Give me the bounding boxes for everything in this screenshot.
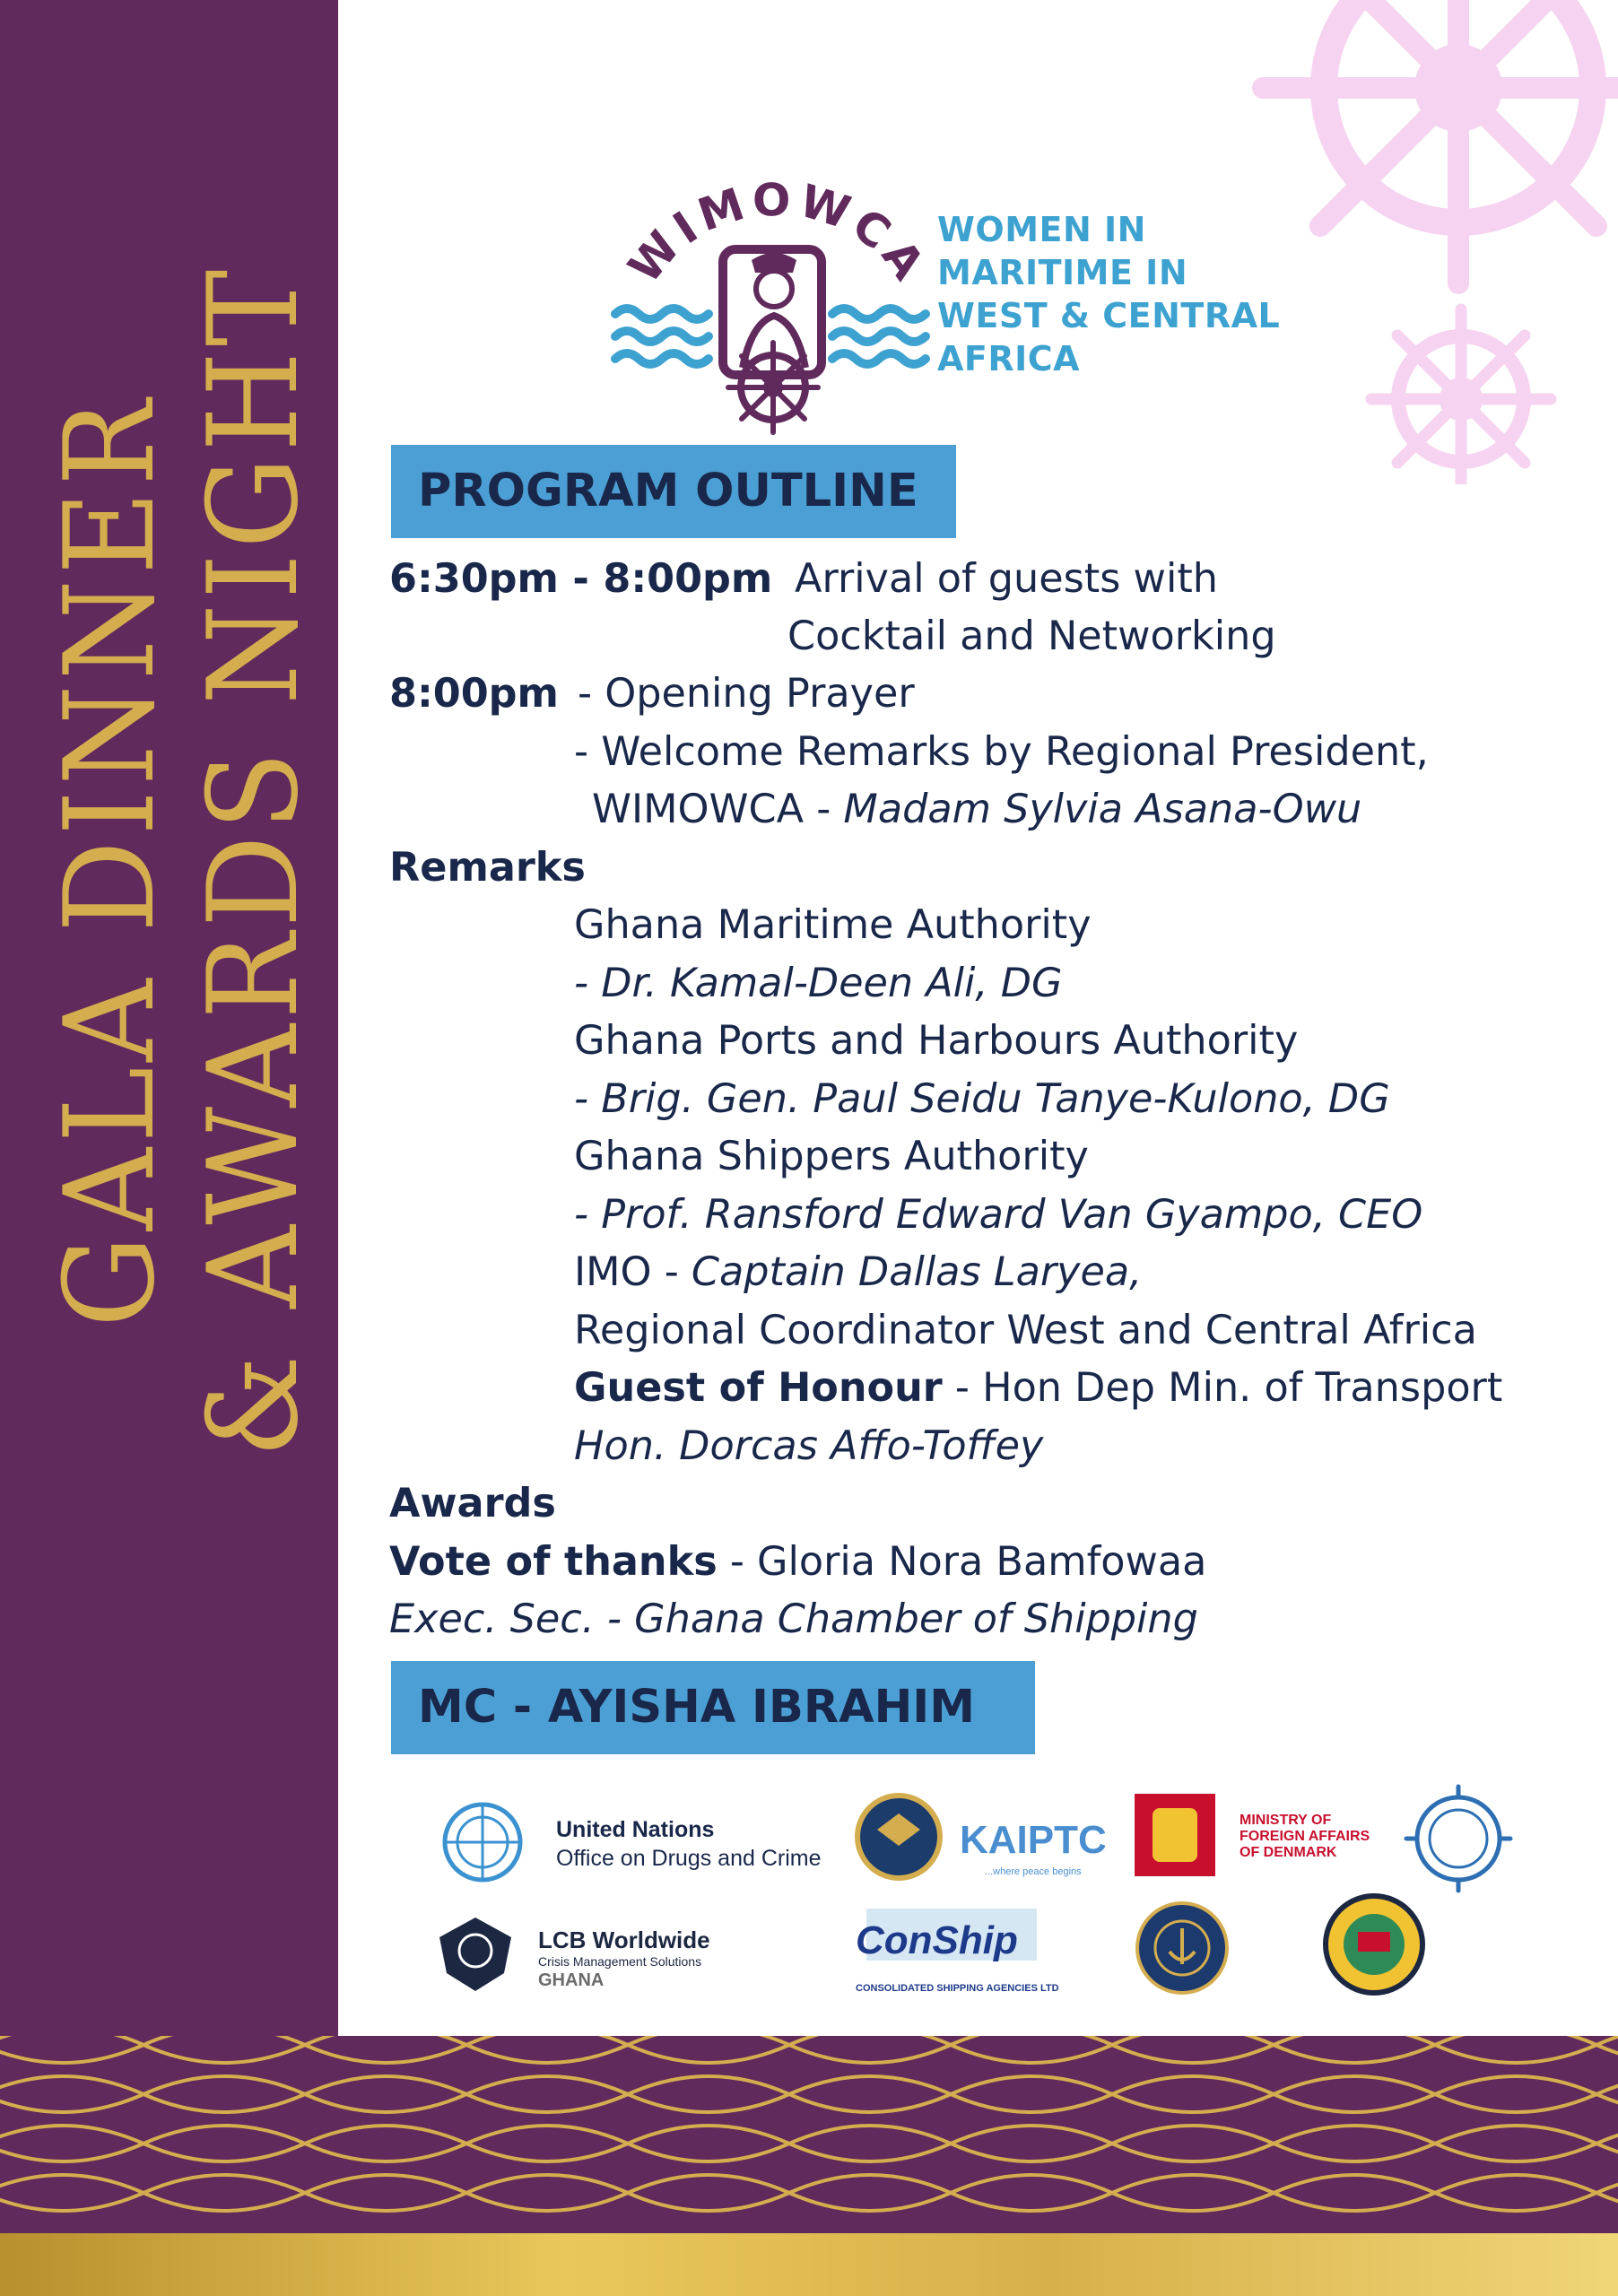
side-title	[0, 0, 338, 2036]
unodc-logo	[445, 1805, 822, 1880]
wave-pattern-band	[0, 2036, 1618, 2233]
remark-role: Regional Coordinator West and Central Africa	[574, 1308, 1477, 1353]
conship-logo	[856, 1909, 1059, 1994]
ghana-shippers-authority-seal	[1326, 1896, 1422, 1993]
lcb-worldwide-logo	[439, 1918, 710, 1991]
lcb-tagline: Crisis Management Solutions	[538, 1954, 702, 1969]
conship-tagline: CONSOLIDATED SHIPPING AGENCIES LTD	[856, 1983, 1059, 1994]
kaiptc-tagline: ...where peace begins	[985, 1866, 1082, 1877]
logo-arc-text: WIMOWCA	[618, 179, 938, 293]
logo-name-line: AFRICA	[937, 339, 1081, 378]
lcb-country: GHANA	[538, 1970, 605, 1990]
opening-prayer: - Opening Prayer	[578, 671, 915, 717]
mc-heading: MC - AYISHA IBRAHIM	[391, 1661, 1035, 1754]
wave-icon	[615, 309, 709, 364]
arrival-text: Arrival of guests with	[795, 556, 1218, 602]
large-ship-wheel-icon	[1263, 0, 1618, 283]
remark-org: Ghana Ports and Harbours Authority	[574, 1018, 1299, 1064]
arrival-time: 6:30pm - 8:00pm	[389, 556, 773, 602]
small-ship-wheel-icon	[1371, 309, 1551, 484]
remark-org: Ghana Maritime Authority	[574, 902, 1092, 948]
remarks-heading: Remarks	[389, 845, 586, 891]
ghana-maritime-authority-seal	[1137, 1903, 1227, 1993]
denmark-mfa-text: OF DENMARK	[1240, 1845, 1337, 1860]
denmark-mfa-logo	[1135, 1794, 1370, 1876]
welcome-speaker: WIMOWCA - Madam Sylvia Asana-Owu	[592, 787, 1362, 832]
conship-name: ConShip	[856, 1918, 1018, 1962]
welcome-remarks: - Welcome Remarks by Regional President,	[574, 729, 1429, 775]
wave-icon	[832, 309, 926, 364]
sponsor-logos	[422, 1767, 1588, 2009]
program-outline-heading: PROGRAM OUTLINE	[391, 445, 956, 538]
denmark-mfa-text: FOREIGN AFFAIRS	[1240, 1829, 1370, 1844]
remark-speaker: IMO - Captain Dallas Laryea,	[574, 1249, 1143, 1295]
lcb-name: LCB Worldwide	[538, 1926, 710, 1953]
kaiptc-name: KAIPTC	[960, 1818, 1107, 1862]
remark-speaker: - Prof. Ransford Edward Van Gyampo, CEO	[574, 1192, 1423, 1238]
guest-of-honour: Guest of Honour - Hon Dep Min. of Transport	[574, 1365, 1503, 1411]
helm-wheel-icon	[728, 343, 818, 432]
remark-org: Ghana Shippers Authority	[574, 1134, 1089, 1179]
maritime-wheel-emblem	[1406, 1787, 1510, 1891]
logo-name-line: MARITIME IN	[937, 253, 1188, 292]
unodc-name: United Nations	[556, 1817, 715, 1842]
wave-pattern	[0, 2036, 1618, 2233]
awards-heading: Awards	[389, 1481, 556, 1526]
vote-of-thanks: Vote of thanks - Gloria Nora Bamfowaa	[389, 1539, 1207, 1585]
guest-name: Hon. Dorcas Affo-Toffey	[574, 1423, 1044, 1469]
remark-speaker: - Dr. Kamal-Deen Ali, DG	[574, 961, 1063, 1006]
arrival-text: Cocktail and Networking	[787, 613, 1276, 659]
vote-speaker-title: Exec. Sec. - Ghana Chamber of Shipping	[389, 1596, 1198, 1642]
side-title-line2: & AWARDS NIGHT	[181, 174, 326, 1457]
gold-footer-band	[0, 2233, 1618, 2296]
kaiptc-logo	[857, 1796, 1107, 1878]
logo-full-name	[937, 208, 1280, 380]
side-title-line1: GALA DINNER	[38, 320, 182, 1327]
logo-name-line: WEST & CENTRAL	[937, 296, 1281, 335]
remark-speaker: - Brig. Gen. Paul Seidu Tanye-Kulono, DG	[574, 1076, 1390, 1122]
opening-time: 8:00pm	[389, 671, 559, 717]
denmark-mfa-text: MINISTRY OF	[1240, 1813, 1332, 1828]
unodc-name: Office on Drugs and Crime	[556, 1846, 822, 1871]
logo-name-line: WOMEN IN	[937, 210, 1146, 249]
